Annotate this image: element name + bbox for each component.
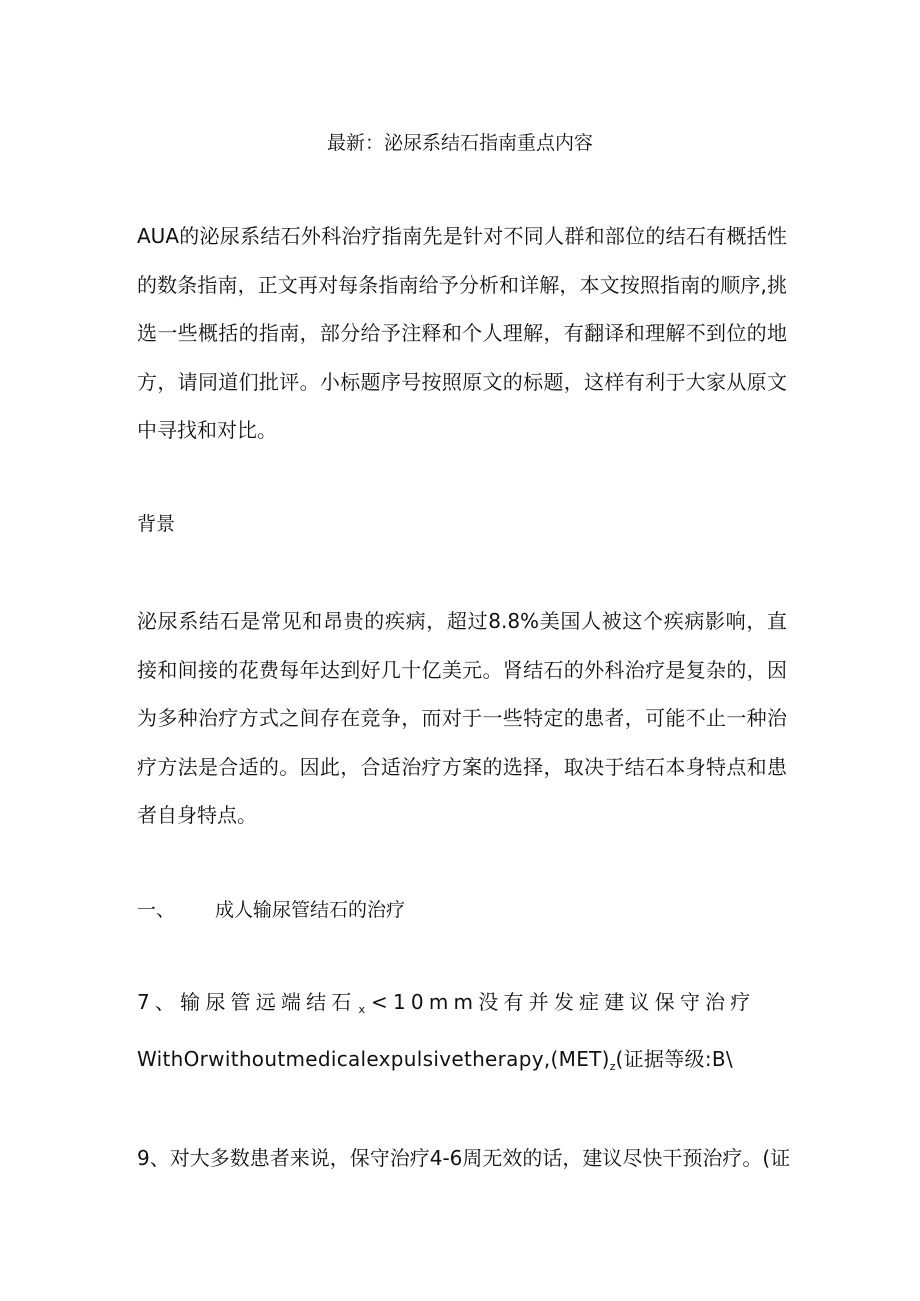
item-7-line-1 bbox=[137, 978, 787, 1035]
item-7-met-text: WithOrwithoutmedicalexpulsivetherapy,(MET) bbox=[137, 1046, 610, 1071]
item-7-subscript-z: z bbox=[609, 1059, 616, 1073]
section-title: 成人输尿管结石的治疗 bbox=[215, 899, 406, 921]
guideline-item-7 bbox=[137, 978, 787, 1091]
item-7-evidence-level: (证据等级:B\ bbox=[615, 1046, 733, 1071]
item-7-text-a: 7、输尿管远端结石 bbox=[137, 990, 357, 1014]
item-7-text-b: <10mm没有并发症建议保守治疗 bbox=[371, 990, 756, 1014]
background-paragraph: 泌尿系结石是常见和昂贵的疾病，超过8.8%美国人被这个疾病影响，直接和间接的花费每年达到好几十亿美元。肾结石的外科治疗是复杂的，因为多种治疗方式之间存在竞争，而对于一些特定的患者，可能不止一种治疗方法是合适的。因此，合适治疗方案的选择，取决于结石本身特点和患者自身特点。 bbox=[137, 609, 787, 827]
item-7-line-2 bbox=[137, 1035, 787, 1092]
item-7-subscript-x: x bbox=[358, 1003, 366, 1016]
intro-paragraph: AUA的泌尿系结石外科治疗指南先是针对不同人群和部位的结石有概括性的数条指南，正文再对每条指南给予分析和详解，本文按照指南的顺序,挑选一些概括的指南，部分给予注释和个人理解，有翻译和理解不到位的地方，请同道们批评。小标题序号按照原文的标题，这样有利于大家从原文中寻找和对比。 bbox=[137, 224, 787, 442]
section-number: 一、 bbox=[137, 899, 176, 921]
background-heading: 背景 bbox=[137, 513, 176, 535]
guideline-item-9: 9、对大多数患者来说，保守治疗4-6周无效的话，建议尽快干预治疗。(证 bbox=[137, 1146, 791, 1170]
section-heading bbox=[137, 890, 787, 930]
document-title: 最新：泌尿系结石指南重点内容 bbox=[326, 132, 593, 154]
